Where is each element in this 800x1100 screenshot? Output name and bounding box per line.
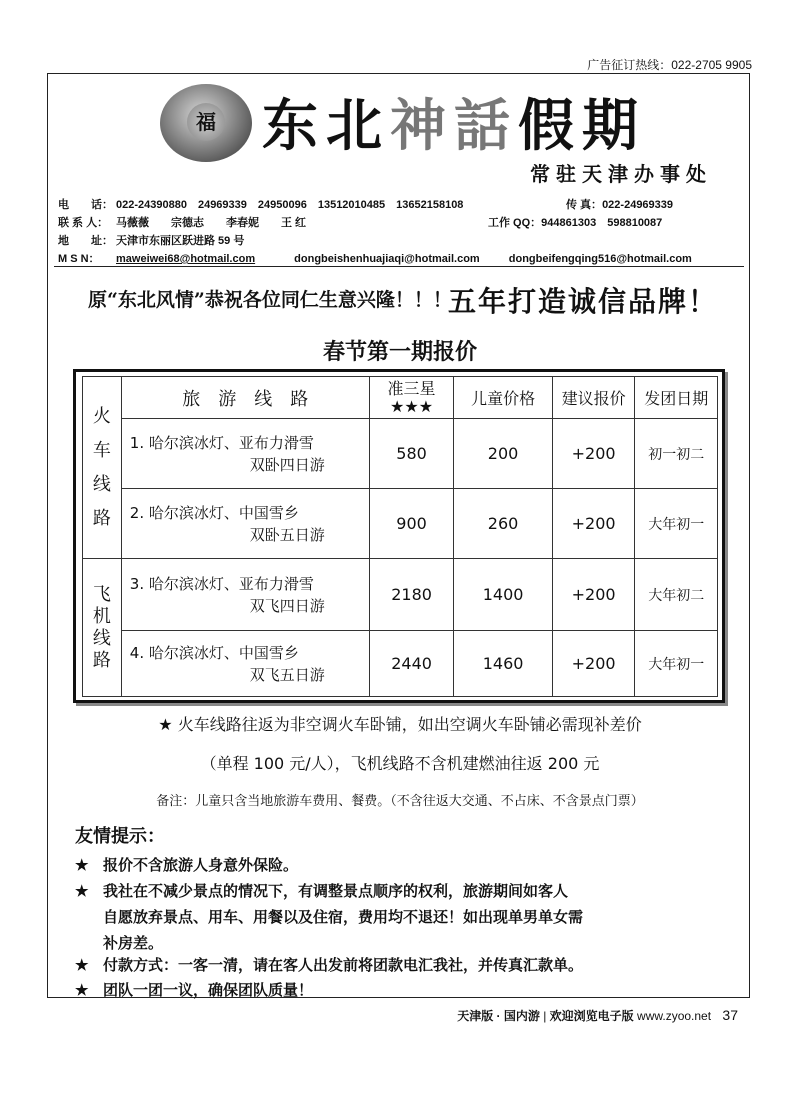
qq-label: 工作 QQ： (488, 217, 542, 229)
star-icon: ★ (75, 856, 89, 874)
train-category: 火 车 线 路 (83, 377, 122, 559)
msn-email-2[interactable]: dongbeishenhuajiaqi@hotmail.com (294, 253, 480, 265)
price-table-title: 春节第一期报价 (322, 339, 477, 365)
contacts-row (58, 214, 306, 230)
table-row (83, 489, 718, 559)
brand-slogan: 五年打造诚信品牌！ (448, 285, 719, 318)
star-icon: ★ (75, 981, 89, 999)
qq-numbers: 944861303 598810087 (541, 217, 663, 229)
date-cell: 大年初一 (635, 489, 718, 559)
suggest-price-header: 建议报价 (552, 377, 635, 419)
plane-category: 飞 机 线 路 (83, 559, 122, 697)
route-cell: 1. 哈尔滨冰灯、亚布力滑雪 双卧四日游 (121, 419, 369, 489)
child-price-cell: 260 (454, 489, 552, 559)
star-header: 准三星 ★★★ (369, 377, 454, 419)
qq-row (488, 214, 662, 230)
msn-label: M S N： (58, 253, 100, 265)
brand-part-2: 神話 (390, 93, 518, 159)
child-price-cell: 1400 (454, 559, 552, 631)
child-price-cell: 200 (454, 419, 552, 489)
address-value: 天津市东丽区跃进路 59 号 (116, 235, 245, 247)
greeting-slogan: 原“东北风情”恭祝各位同仁生意兴隆！！！ (88, 289, 452, 311)
divider-line (54, 266, 744, 267)
suggest-price-cell: +200 (552, 559, 635, 631)
table-row (83, 631, 718, 697)
fax-label: 传 真： (566, 199, 603, 211)
fortune-logo (160, 84, 252, 162)
price-cell: 900 (369, 489, 454, 559)
note-train: ★ 火车线路往返为非空调火车卧铺，如出空调火车卧铺必需现补差价 (158, 715, 642, 734)
brand-part-1: 东北 (262, 93, 390, 159)
contact-persons: 马薇薇 宗德志 李春妮 王 红 (116, 217, 307, 229)
tips-title: 友情提示： (75, 826, 165, 847)
route-cell: 3. 哈尔滨冰灯、亚布力滑雪 双飞四日游 (121, 559, 369, 631)
tip-adjust: ★ 我社在不减少景点的情况下，有调整景点顺序的权利，旅游期间如客人 自愿放弃景点、用车、用餐以及住宿，费用均不退还！如出现单男单女需 补房差。 (75, 878, 745, 956)
ad-hotline: 广告征订热线：022-2705 9905 (587, 58, 752, 72)
route-cell: 4. 哈尔滨冰灯、中国雪乡 双飞五日游 (121, 631, 369, 697)
suggest-price-cell: +200 (552, 489, 635, 559)
price-cell: 2180 (369, 559, 454, 631)
office-subtitle: 常驻天津办事处 (530, 162, 712, 186)
address-row (58, 232, 244, 248)
date-cell: 大年初二 (635, 559, 718, 631)
fu-character: 福 (187, 103, 225, 141)
route-cell: 2. 哈尔滨冰灯、中国雪乡 双卧五日游 (121, 489, 369, 559)
msn-row (58, 250, 692, 266)
page-number: 37 (722, 1007, 738, 1023)
phone-row (58, 196, 463, 212)
price-cell: 2440 (369, 631, 454, 697)
suggest-price-cell: +200 (552, 419, 635, 489)
tip-group: ★ 团队一团一议，确保团队质量！ (75, 977, 745, 1003)
route-header: 旅 游 线 路 (121, 377, 369, 419)
phone-numbers: 022-24390880 24969339 24950096 13512010485 13652158108 (116, 199, 464, 211)
tip-payment: ★ 付款方式：一客一清，请在客人出发前将团款电汇我社，并传真汇款单。 (75, 952, 745, 978)
tip-insurance: ★ 报价不含旅游人身意外保险。 (75, 852, 745, 878)
footer-welcome: 欢迎浏览电子版 (549, 1009, 634, 1023)
child-price-header: 儿童价格 (454, 377, 552, 419)
address-label: 地 址： (58, 235, 113, 247)
child-price-cell: 1460 (454, 631, 552, 697)
table-header-row (83, 377, 718, 419)
date-cell: 初一初二 (635, 419, 718, 489)
contacts-label: 联 系 人： (58, 217, 109, 229)
price-table (82, 376, 718, 697)
footer-site-link[interactable]: www.zyoo.net (637, 1009, 712, 1023)
page-footer: 天津版 · 国内游 | 欢迎浏览电子版 www.zyoo.net 37 (457, 1007, 738, 1023)
msn-email-1[interactable]: maweiwei68@hotmail.com (116, 253, 256, 265)
footer-section: 天津版 · 国内游 (457, 1009, 540, 1023)
note-plane: （单程 100 元/人），飞机线路不含机建燃油往返 200 元 (200, 754, 600, 773)
date-cell: 大年初一 (635, 631, 718, 697)
fax-row (566, 196, 673, 212)
table-row (83, 419, 718, 489)
brand-part-3: 假期 (518, 93, 646, 159)
price-table-frame (73, 369, 725, 703)
brand-title (262, 82, 646, 162)
star-icon: ★ (75, 882, 89, 900)
fax-number: 022-24969339 (602, 199, 674, 211)
table-row (83, 559, 718, 631)
star-icon: ★ (75, 956, 89, 974)
suggest-price-cell: +200 (552, 631, 635, 697)
date-header: 发团日期 (635, 377, 718, 419)
phone-label: 电 话： (58, 199, 113, 211)
note-children: 备注：儿童只含当地旅游车费用、餐费。（不含往返大交通、不占床、不含景点门票） (156, 794, 644, 809)
price-cell: 580 (369, 419, 454, 489)
msn-email-3[interactable]: dongbeifengqing516@hotmail.com (508, 253, 692, 265)
